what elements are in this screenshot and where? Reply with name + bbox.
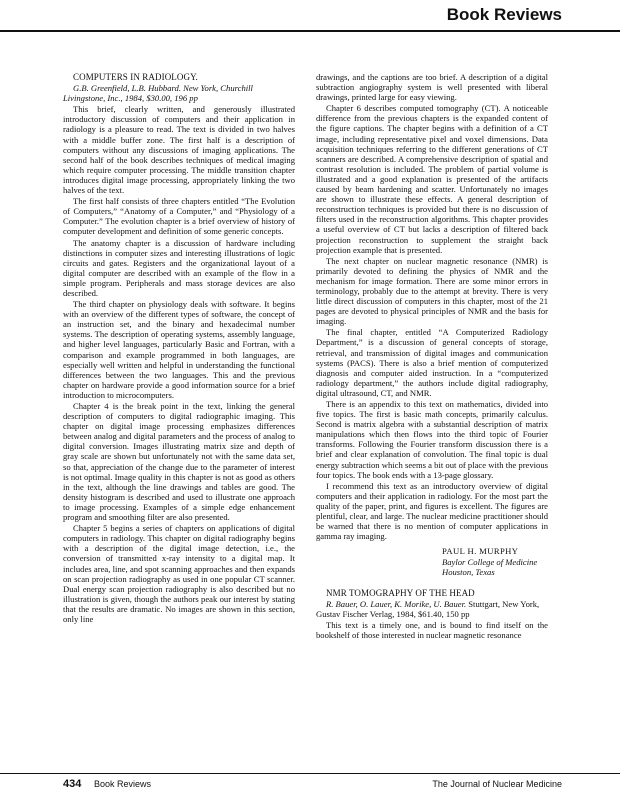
left-column <box>63 72 295 625</box>
reviewer-location: Houston, Texas <box>442 567 495 578</box>
section-title: Book Reviews <box>446 5 562 24</box>
page-footer <box>0 773 620 794</box>
page-header <box>0 0 620 32</box>
review-paragraph: Chapter 5 begins a series of chapters on applications of digital computers in radiology. This chapter on digital radiography begins with a description of the digital image detection, i.e., the conversion of transmitted x-ray intensity to a digital map. It includes area, line, and spot scanning approaches and then expands on scan projection radiography as used in one popular CT scanner. Dual energy scan projection radiography is also described but no illustration is given, though the authors peak our interest by stating that the results are dramatic. No images are shown in this section, only line <box>63 523 295 624</box>
page-number: 434 <box>63 778 82 790</box>
review-paragraph: Chapter 6 describes computed tomography (CT). A noticeable difference from the previous chapters is the expanded content of the figure captions. The chapter begins with a definition of a CT image, including representative pixel and voxel dimensions. Data acquisition techniques referring to the different generations of CT scanners are described. A comprehensive description of spatial and contrast resolution is included. The problem of partial volume is illustrated and a good explanation is presented of the artifacts caused by beam hardening and scatter. Unfortunately no images are shown to illustrate these effects. A general description of reconstruction techniques is provided but there is no discussion of filters used in the reconstruction algorithms. This chapter provides a useful overview of CT but lacks a description of filtered back projection reconstruction to supplement the straight back projection example that is presented. <box>316 103 548 255</box>
reviewer-institution: Baylor College of Medicine <box>442 556 538 567</box>
reviewer-name: PAUL H. MURPHY <box>442 546 519 557</box>
review-paragraph: This text is a timely one, and is bound to find itself on the bookshelf of those interested in nuclear magnetic resonance <box>316 619 548 640</box>
review-paragraph: The next chapter on nuclear magnetic resonance (NMR) is primarily devoted to defining the physics of NMR and the mechanism for image formation. There are some minor errors in terminology, probably due to the attempt at brevity. There is very little direct discussion of computers in this chapter, most of the 21 pages are devoted to physical principles of NMR and the basis for imaging. <box>316 255 548 327</box>
review-paragraph: drawings, and the captions are too brief. A description of a digital subtraction angiography system is well presented with liberal drawings, printed large for easy viewing. <box>316 72 548 103</box>
review-paragraph: The anatomy chapter is a discussion of hardware including distinctions in computer sizes and interesting illustrations of logic circuits and gates. Registers and the organizational layout of a digital computer are described with an example of the flow in a simple program. Peripherals and mass storage devices are also described. <box>63 237 295 298</box>
footer-section: Book Reviews <box>94 779 152 789</box>
review-citation: G.B. Greenfield, L.B. Hubbard. New York, Churchill Livingstone, Inc., 1984, $30.00, 196 pp <box>63 83 253 104</box>
review-citation <box>316 599 548 619</box>
review-paragraph: This brief, clearly written, and generously illustrated introductory discussion of computers and their application in radiology is a pleasure to read. The text is divided in two halves with a middle buffer zone. The first half is a description of computers without any discussions of imaging applications. The second half of the book describes techniques of medical imaging which require computer processing. The middle transition chapter introduces digital image processing, appropriately linking the two halves of the text. <box>63 104 295 196</box>
review-authors: R. Bauer, O. Lauer, K. Morike, U. Bauer. <box>326 598 467 609</box>
review-paragraph: The first half consists of three chapters entitled “The Evolution of Computers,” “Anatomy of a Computer,” and “Physiology of a Computer.” The evolution chapter is a brief overview of history of computer development and definition of some generic concepts. <box>63 196 295 237</box>
review-paragraph: The third chapter on physiology deals with software. It begins with an overview of the different types of software, the concept of an instruction set, and the binary and hexadecimal number systems. The description of operating systems, assembly language, and higher level languages, particularly Basic and Fortran, with a comparison and example programmed in both languages, are especially well written and helpful in understanding the functional differences between the two languages. This and the previous chapter on hardware provide a good information source for a brief introduction to microcomputers. <box>63 299 295 400</box>
review-paragraph: I recommend this text as an introductory overview of digital computers and their application in radiology. For the most part the quality of the paper, print, and figures is excellent. The figures are plentiful, clear, and large. The nuclear medicine practitioner should be warned that there is no mention of computer applications in gamma ray imaging. <box>316 480 548 542</box>
journal-name: The Journal of Nuclear Medicine <box>432 779 562 789</box>
review-paragraph: Chapter 4 is the break point in the text, linking the general description of computers to digital radiographic imaging. This chapter on digital image processing emphasizes differences between analog and digital parameters and the process of analog to digital conversion. Images illustrating matrix size and depth of gray scale are shown but unfortunately not with the same data set, so that, appreciation of the change due to the parameter of interest is not optimal. Image quality in this chapter is not as good as others in the text, although the line drawings and tables are good. The density histogram is described and used to illustrate one approach to image processing. Examples of a simple edge enhancement program and smoothing filter are also presented. <box>63 401 295 523</box>
review-title: NMR TOMOGRAPHY OF THE HEAD <box>326 587 475 598</box>
review-paragraph: The final chapter, entitled “A Computerized Radiology Department,” is a discussion of general concepts of storage, retrieval, and transmission of digital images and communication systems (PACS). There is also a brief mention of computerized diagnosis and computer aided instruction. In a “computerized radiology department,” the authors include digital radiography, digital ultrasound, CT, and NMR. <box>316 327 548 398</box>
reviewer-signature <box>316 546 548 577</box>
review-paragraph: There is an appendix to this text on mathematics, divided into five topics. The first is basic math concepts, primarily calculus. Second is matrix algebra with a substantial description of matrix manipulations which then flows into the third topic of Fourier transforms. Following the Fourier transform discussion there is a brief and clear explanation of convolution. The final topic is dual energy subtraction which seems a bit out of place with the previous four topics. The book ends with a 13-page glossary. <box>316 399 548 480</box>
right-column <box>316 72 548 641</box>
review-title: COMPUTERS IN RADIOLOGY. <box>73 72 198 82</box>
review-publisher: Stuttgart, New York, Gustav Fischer Verlag, 1984, $61.40, 150 pp <box>316 598 540 619</box>
